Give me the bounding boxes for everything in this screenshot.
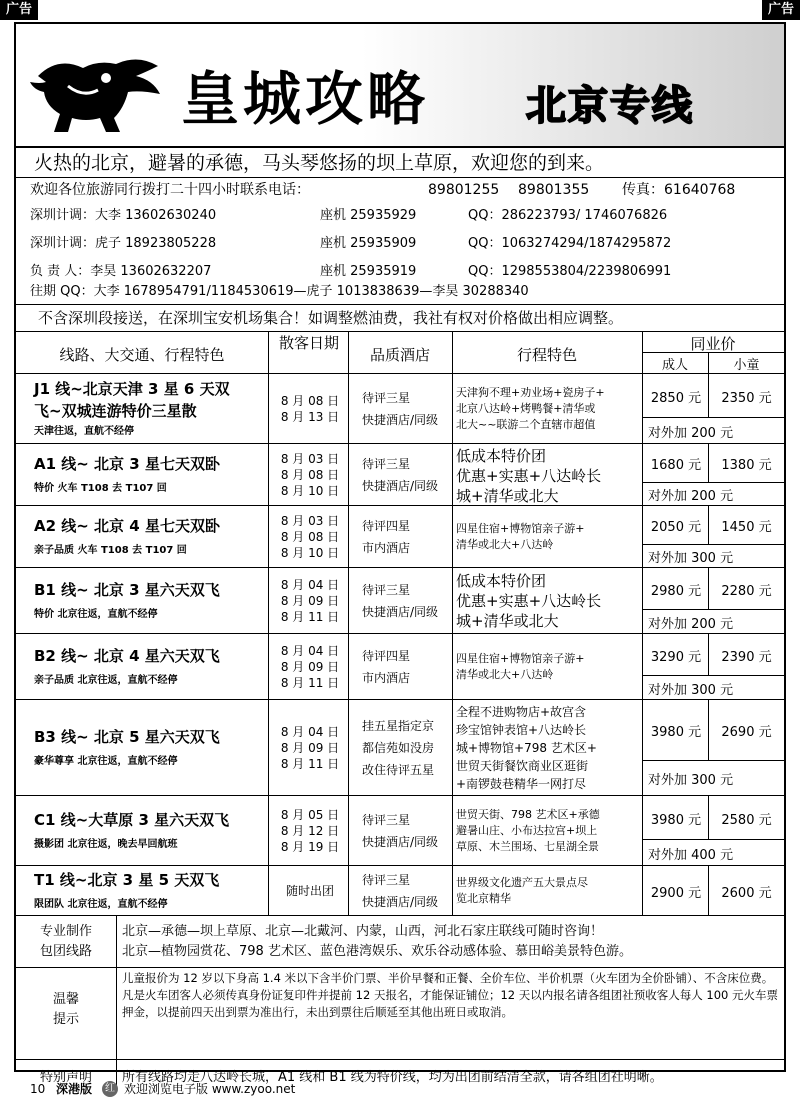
ad-tag-right: 广告	[762, 0, 800, 20]
route-features: 全程不进购物店+故宫含 珍宝馆钟表馆+八达岭长 城+博物馆+798 艺术区+ 世贸天街餐饮商业区逛街 +南锣鼓巷精华一网打尽	[456, 705, 597, 791]
route-features: 世贸天街、798 艺术区+承德 避暑山庄、小布达拉宫+坝上 草原、木兰围场、七星湖全景	[456, 808, 600, 853]
slogan: 火热的北京，避暑的承德，马头琴悠扬的坝上草原，欢迎您的到来。	[16, 146, 784, 178]
table-row	[16, 568, 784, 634]
hotel-grade: 待评三星 快捷酒店/同级	[362, 391, 439, 427]
header-route: 线路、大交通、行程特色	[59, 346, 225, 364]
hotel-grade: 待评四星 市内酒店	[362, 519, 411, 555]
page-number: 10	[30, 1082, 46, 1096]
departure-dates: 8 月 03 日 8 月 08 日 8 月 10 日	[280, 514, 340, 560]
child-price: 2280 元	[721, 584, 772, 599]
route-subtitle: 限团队 北京往返，直航不经停	[34, 899, 168, 910]
qilin-logo-icon	[28, 46, 168, 136]
child-price: 2390 元	[721, 650, 772, 665]
hotline-1: 89801255	[428, 182, 500, 198]
child-price: 2600 元	[721, 886, 772, 901]
route-table	[16, 332, 784, 1090]
route-features: 世界级文化遗产五大景点尽 览北京精华	[456, 876, 588, 905]
header-hotel: 品质酒店	[369, 346, 430, 364]
hong-logo-icon: 红	[102, 1081, 118, 1097]
table-row	[16, 796, 784, 866]
child-price: 2690 元	[721, 725, 772, 740]
route-features: 四星住宿+博物馆亲子游+ 清华或北大+八达岭	[456, 522, 585, 551]
contact-row: 深圳计调：大李 13602630240 座机 25935929 QQ：286223793/ 1746076826	[30, 208, 668, 223]
adult-price: 3290 元	[650, 650, 702, 665]
header-adult: 成人	[661, 358, 688, 373]
route-name: T1 线~北京 3 星 5 天双飞	[34, 871, 220, 889]
markup-price: 对外加 200 元	[648, 489, 734, 504]
contact-block	[16, 178, 784, 304]
departure-dates: 8 月 03 日 8 月 08 日 8 月 10 日	[280, 452, 340, 498]
hotel-grade: 待评三星 快捷酒店/同级	[362, 457, 439, 493]
contact-row: 负 责 人：李昊 13602632207 座机 25935919 QQ：1298553804/2239806991	[30, 264, 672, 279]
departure-dates: 8 月 04 日 8 月 09 日 8 月 11 日	[280, 578, 340, 624]
header-price: 同业价	[642, 333, 784, 353]
adult-price: 3980 元	[650, 813, 702, 828]
route-name: A2 线~ 北京 4 星七天双卧	[34, 517, 220, 535]
child-price: 1380 元	[721, 458, 772, 473]
route-subtitle: 亲子品质 火车 T108 去 T107 回	[34, 545, 187, 556]
departure-dates: 随时出团	[285, 884, 334, 898]
hotel-grade: 挂五星指定京 都信苑如没房 改住待评五星	[362, 719, 435, 777]
route-features: 四星住宿+博物馆亲子游+ 清华或北大+八达岭	[456, 652, 585, 681]
table-row	[16, 866, 784, 916]
table-row	[16, 506, 784, 568]
contact-intro: 欢迎各位旅游同行拨打二十四小时联系电话：	[30, 182, 310, 198]
tips-row: 温馨 提示 儿童报价为 12 岁以下身高 1.4 米以下含半价门票、半价早餐和正餐、全价车位、半价机票（火车团为全价卧铺）、不含床位费。 凡是火车团客人必须传真身份证复印件并提前 12 天报名，才能保证铺位；12 天以内报名请各组团社预收客人每人 100 元火车票押金，以提前四天出到票为准出行，未出到票往后顺延至其他出班日或取消。	[16, 968, 784, 1060]
past-qq: 往期 QQ：大李 1678954791/1184530619—虎子 1013838639—李昊 30288340	[30, 284, 529, 299]
adult-price: 1680 元	[650, 458, 702, 473]
header-feature: 行程特色	[516, 346, 577, 364]
route-subtitle: 特价 火车 T108 去 T107 回	[34, 483, 167, 494]
declaration-row: 特别声明 所有线路均走八达岭长城，A1 线和 B1 线为特价线，均为出团前结清全款，请各组团社明晰。	[16, 1060, 784, 1090]
route-subtitle: 亲子品质 北京往返，直航不经停	[34, 675, 178, 686]
markup-price: 对外加 300 元	[648, 773, 734, 788]
route-name: J1 线~北京天津 3 星 6 天双 飞~双城连游特价三星散	[34, 380, 230, 420]
route-name: B1 线~ 北京 3 星六天双飞	[34, 581, 220, 599]
child-price: 2580 元	[721, 813, 772, 828]
route-subtitle: 特价 北京往返，直航不经停	[34, 609, 158, 620]
route-features: 天津狗不理+劝业场+瓷房子+ 北京八达岭+烤鸭餐+清华或 北大~~联游二个直辖市超值	[456, 386, 605, 431]
markup-price: 对外加 300 元	[648, 551, 734, 566]
route-name: C1 线~大草原 3 星六天双飞	[34, 811, 230, 829]
hotel-grade: 待评四星 市内酒店	[362, 649, 411, 685]
contact-row: 深圳计调：虎子 18923805228 座机 25935909 QQ：1063274294/1874295872	[30, 236, 672, 251]
site-link[interactable]: 欢迎浏览电子版 www.zyoo.net	[124, 1082, 296, 1096]
page-footer	[14, 1078, 786, 1100]
child-price: 1450 元	[721, 520, 772, 535]
table-row	[16, 634, 784, 700]
markup-price: 对外加 200 元	[648, 617, 734, 632]
adult-price: 3980 元	[650, 725, 702, 740]
brand-title: 皇城攻略	[181, 65, 430, 133]
edition-label: 深港版	[56, 1082, 93, 1096]
fax-number: 传真：61640768	[622, 182, 736, 198]
route-features: 低成本特价团 优惠+实惠+八达岭长 城+清华或北大	[456, 447, 602, 505]
markup-price: 对外加 200 元	[648, 426, 734, 441]
departure-dates: 8 月 04 日 8 月 09 日 8 月 11 日	[280, 644, 340, 690]
hotel-grade: 待评三星 快捷酒店/同级	[362, 873, 439, 909]
route-name: A1 线~ 北京 3 星七天双卧	[34, 455, 220, 473]
table-row	[16, 374, 784, 444]
route-features: 低成本特价团 优惠+实惠+八达岭长 城+清华或北大	[456, 572, 602, 630]
route-subtitle: 摄影团 北京往返，晚去早回航班	[34, 839, 178, 850]
header-child: 小童	[733, 358, 760, 373]
departure-dates: 8 月 04 日 8 月 09 日 8 月 11 日	[280, 725, 340, 771]
header-banner	[16, 24, 784, 146]
table-header	[16, 332, 784, 374]
route-name: B2 线~ 北京 4 星六天双飞	[34, 647, 220, 665]
child-price: 2350 元	[721, 391, 772, 406]
route-subtitle: 豪华尊享 北京往返，直航不经停	[34, 756, 178, 767]
table-row	[16, 444, 784, 506]
adult-price: 2980 元	[650, 584, 702, 599]
adult-price: 2850 元	[650, 391, 702, 406]
ad-frame	[14, 22, 786, 1085]
adult-price: 2900 元	[650, 886, 702, 901]
special-routes-row: 专业制作 包团线路 北京—承德—坝上草原、北京—北戴河、内蒙，山西，河北石家庄联线可随时咨询！ 北京—植物园赏花、798 艺术区、蓝色港湾娱乐、欢乐谷动感体验、慕田峪美景特色游。	[16, 916, 784, 968]
hotline-2: 89801355	[518, 182, 590, 198]
route-subtitle: 天津往返，直航不经停	[34, 426, 134, 437]
route-name: B3 线~ 北京 5 星六天双飞	[34, 728, 220, 746]
table-row	[16, 700, 784, 796]
adult-price: 2050 元	[650, 520, 702, 535]
markup-price: 对外加 400 元	[648, 848, 734, 863]
hotel-grade: 待评三星 快捷酒店/同级	[362, 813, 439, 849]
brand-subtitle: 北京专线	[526, 83, 694, 129]
departure-dates: 8 月 08 日 8 月 13 日	[280, 394, 340, 424]
ad-tag-left: 广告	[0, 0, 38, 20]
hotel-grade: 待评三星 快捷酒店/同级	[362, 583, 439, 619]
departure-dates: 8 月 05 日 8 月 12 日 8 月 19 日	[280, 808, 340, 854]
notice-line: 不含深圳段接送，在深圳宝安机场集合！如调整燃油费，我社有权对价格做出相应调整。	[16, 304, 784, 332]
header-dates: 散客日期	[278, 334, 339, 352]
markup-price: 对外加 300 元	[648, 683, 734, 698]
